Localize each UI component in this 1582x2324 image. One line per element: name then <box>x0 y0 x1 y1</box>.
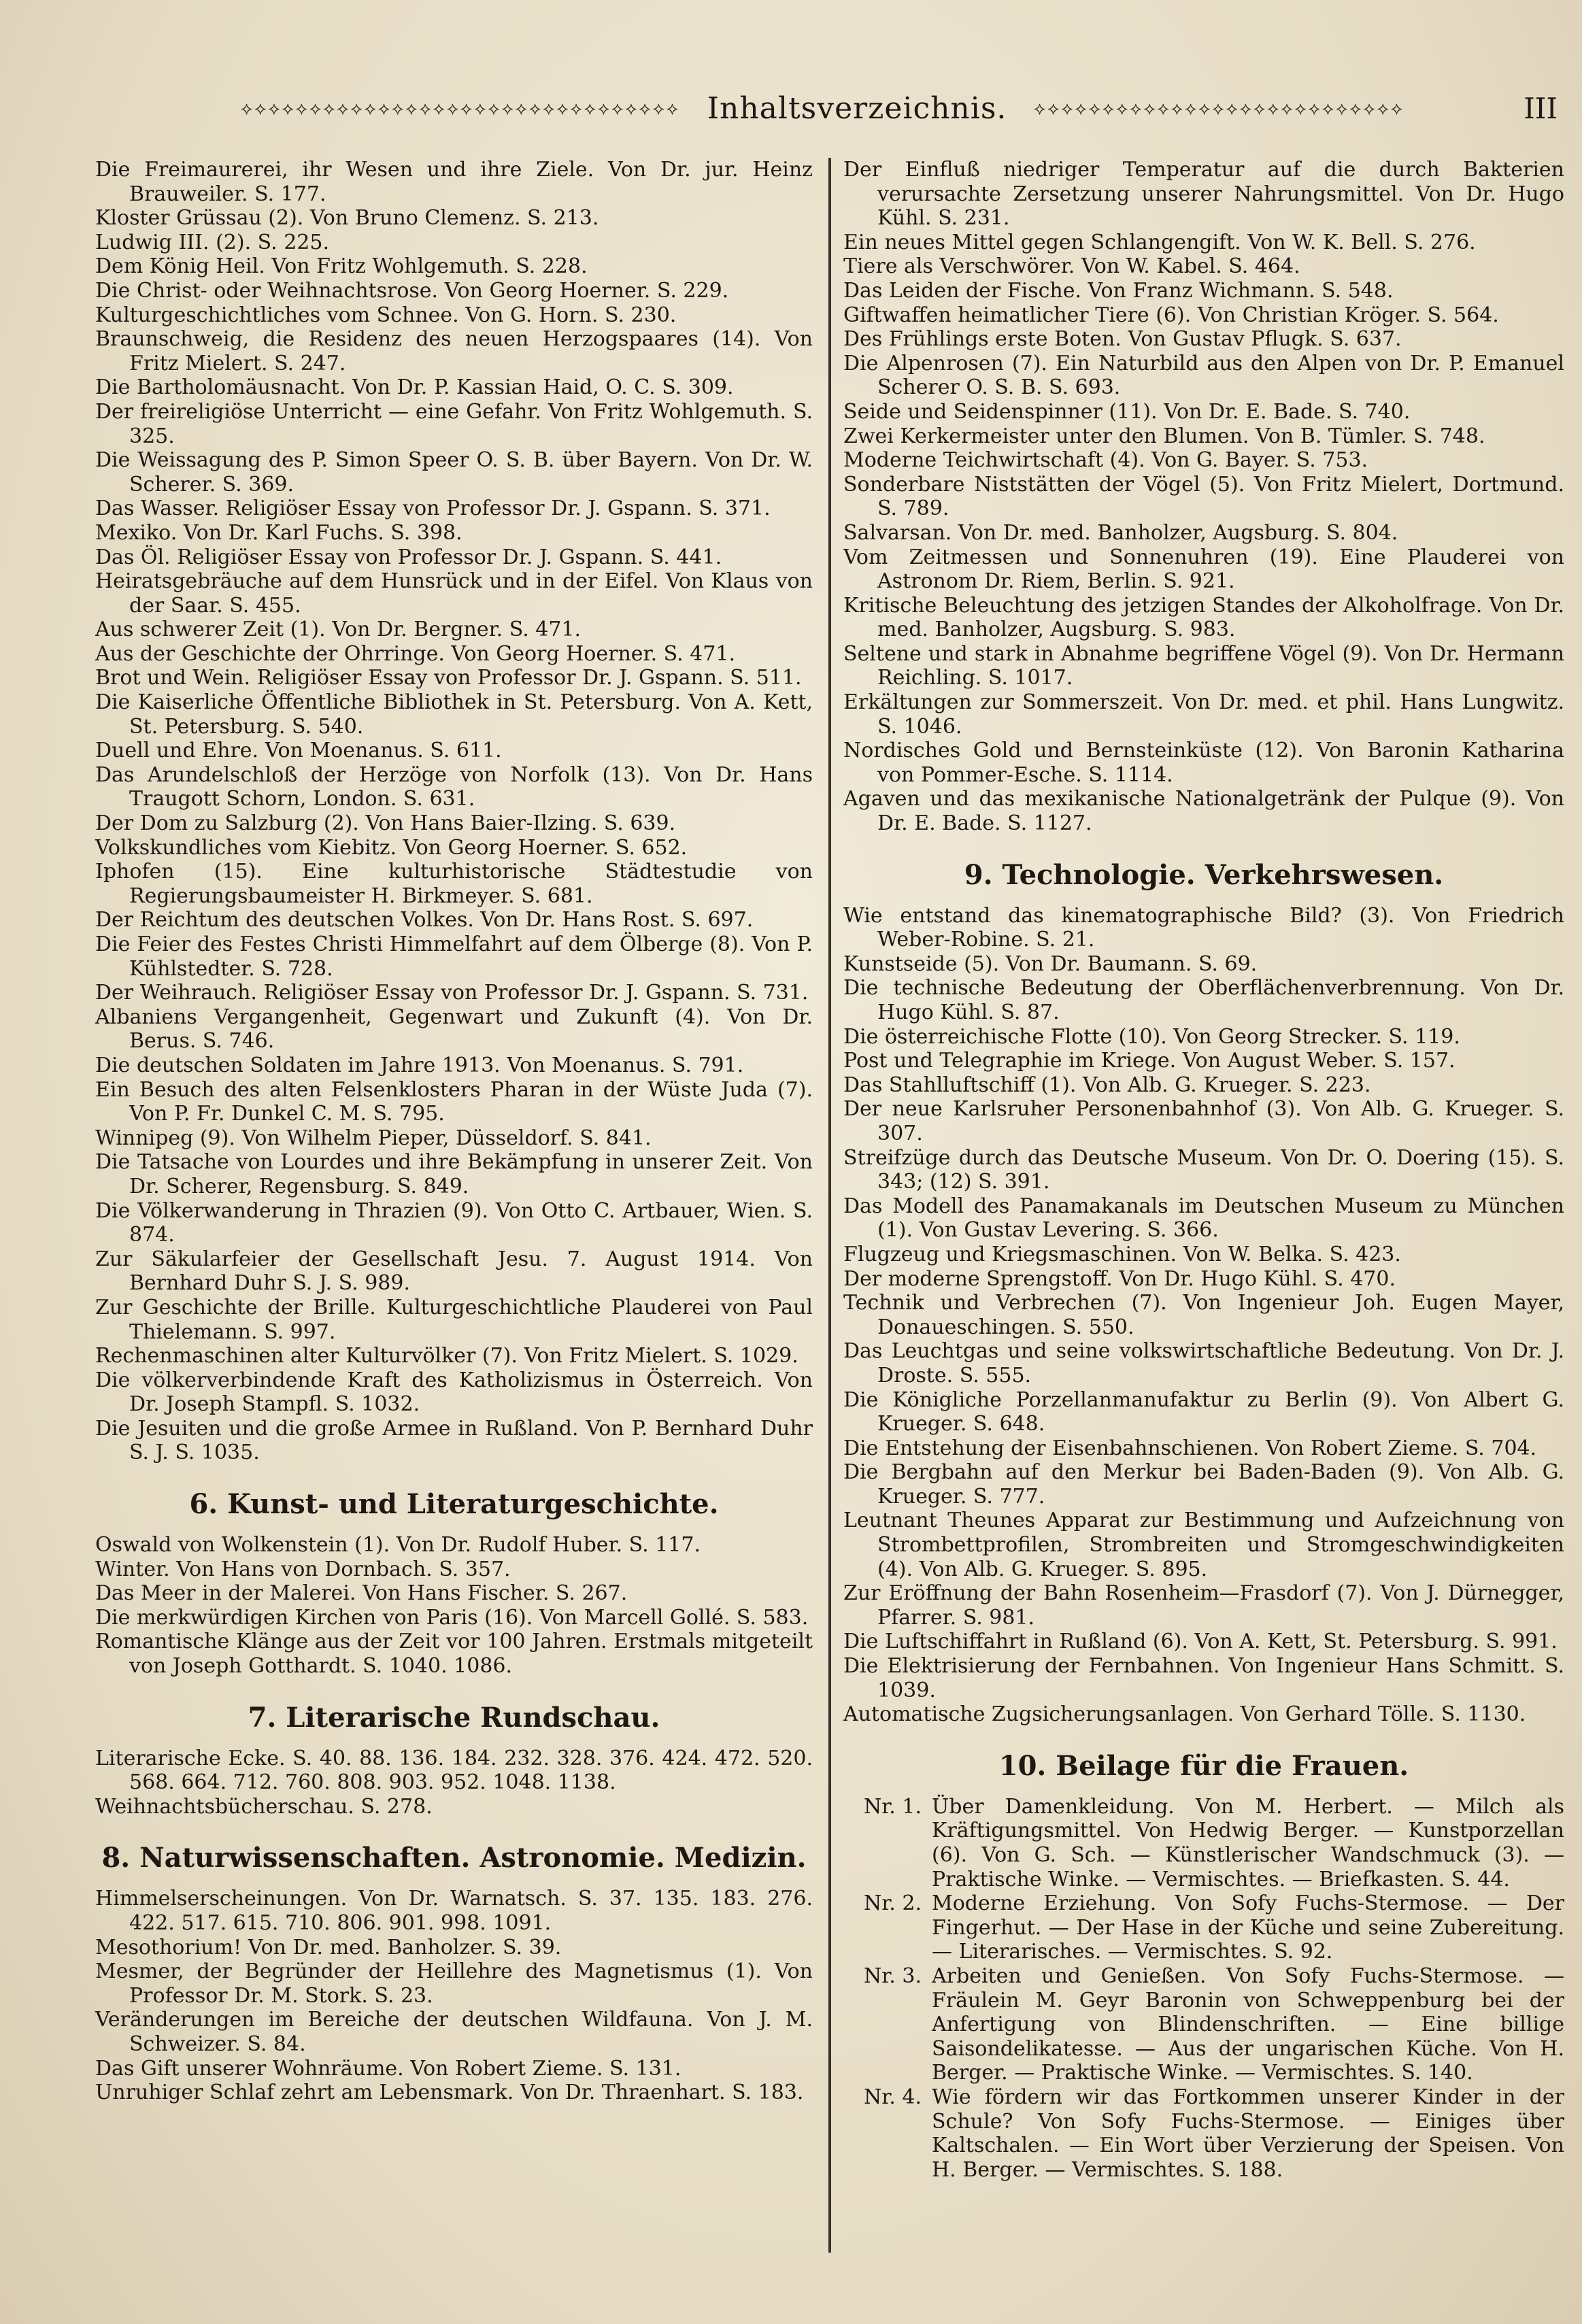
toc-entry: Der freireligiöse Unterricht — eine Gefahr. Von Fritz Wohlgemuth. S. 325. <box>95 399 813 448</box>
toc-entry: Das Modell des Panamakanals im Deutschen Museum zu München (1). Von Gustav Levering. S. 366. <box>843 1194 1564 1243</box>
toc-entry: Die Tatsache von Lourdes und ihre Bekämpfung in unserer Zeit. Von Dr. Scherer, Regensburg. S. 849. <box>95 1150 813 1198</box>
toc-entry: Die Königliche Porzellanmanufaktur zu Berlin (9). Von Albert G. Krueger. S. 648. <box>843 1387 1564 1436</box>
toc-entry: Das Arundelschloß der Herzöge von Norfolk (13). Von Dr. Hans Traugott Schorn, London. S. 631. <box>95 762 813 811</box>
toc-entry: Literarische Ecke. S. 40. 88. 136. 184. 232. 328. 376. 424. 472. 520. 568. 664. 712. 760. 808. 903. 952. 1048. 1138. <box>95 1746 813 1795</box>
toc-entry: Das Gift unserer Wohnräume. Von Robert Zieme. S. 131. <box>95 2056 681 2081</box>
toc-entry: Die technische Bedeutung der Oberflächenverbrennung. Von Dr. Hugo Kühl. S. 87. <box>843 976 1564 1024</box>
toc-entry: Moderne Teichwirtschaft (4). Von G. Bayer. S. 753. <box>843 448 1368 473</box>
supplement-entry <box>843 1891 1564 1964</box>
toc-entry: Unruhiger Schlaf zehrt am Lebensmark. Von Dr. Thraenhart. S. 183. <box>95 2081 804 2105</box>
supplement-contents: Moderne Erziehung. Von Sofy Fuchs-Stermose. — Der Fingerhut. — Der Hase in der Küche und seine Zubereitung. — Literarisches. — Vermischtes. S. 92. <box>932 1891 1564 1964</box>
toc-entry: Winter. Von Hans von Dornbach. S. 357. <box>95 1557 511 1581</box>
entry-list-section-7 <box>95 1747 813 1819</box>
toc-entry: Kloster Grüssau (2). Von Bruno Clemenz. S. 213. <box>95 206 599 231</box>
issue-number: Nr. 4. <box>864 2085 922 2109</box>
page-heading: Inhaltsverzeichnis. <box>707 91 1007 126</box>
toc-entry: Kritische Beleuchtung des jetzigen Standes der Alkoholfrage. Von Dr. med. Banholzer, Augsburg. S. 983. <box>843 593 1564 642</box>
toc-entry: Die Kaiserliche Öffentliche Bibliothek in St. Petersburg. Von A. Kett, St. Petersburg. S. 540. <box>95 690 813 739</box>
ornament-left: ⟡⟡⟡⟡⟡⟡⟡⟡⟡⟡⟡⟡⟡⟡⟡⟡⟡⟡⟡⟡⟡⟡⟡⟡⟡⟡⟡⟡⟡⟡⟡⟡ <box>241 99 680 119</box>
left-column <box>95 158 813 2105</box>
supplement-contents: Wie fördern wir das Fortkommen unserer Kinder in der Schule? Von Sofy Fuchs-Stermose. — Einiges über Kaltschalen. — Ein Wort über Verzierung der Speisen. Von H. Berger. — Vermischtes. S. 188. <box>932 2085 1564 2182</box>
ornament-right: ⟡⟡⟡⟡⟡⟡⟡⟡⟡⟡⟡⟡⟡⟡⟡⟡⟡⟡⟡⟡⟡⟡⟡⟡⟡⟡⟡ <box>1034 99 1405 119</box>
toc-entry: Zwei Kerkermeister unter den Blumen. Von B. Tümler. S. 748. <box>843 424 1485 448</box>
toc-entry: Die Völkerwanderung in Thrazien (9). Von Otto C. Artbauer, Wien. S. 874. <box>95 1198 813 1247</box>
toc-entry: Zur Säkularfeier der Gesellschaft Jesu. 7. August 1914. Von Bernhard Duhr S. J. S. 989. <box>95 1247 813 1296</box>
supplement-entry <box>843 1795 1564 1891</box>
toc-entry: Die Weissagung des P. Simon Speer O. S. B. über Bayern. Von Dr. W. Scherer. S. 369. <box>95 448 813 496</box>
entry-list-section-6 <box>95 1533 813 1679</box>
supplement-entry <box>843 1964 1564 2085</box>
toc-entry: Heiratsgebräuche auf dem Hunsrück und in der Eifel. Von Klaus von der Saar. S. 455. <box>95 569 813 618</box>
toc-entry: Rechenmaschinen alter Kulturvölker (7). Von Fritz Mielert. S. 1029. <box>95 1344 798 1368</box>
entry-list-section-10 <box>843 1795 1564 2183</box>
toc-entry: Kulturgeschichtliches vom Schnee. Von G. Horn. S. 230. <box>95 303 677 327</box>
toc-entry: Aus schwerer Zeit (1). Von Dr. Bergner. S. 471. <box>95 618 582 642</box>
supplement-entry <box>843 2085 1564 2182</box>
toc-entry: Braunschweig, die Residenz des neuen Herzogspaares (14). Von Fritz Mielert. S. 247. <box>95 327 813 375</box>
toc-entry: Das Stahlluftschiff (1). Von Alb. G. Krueger. S. 223. <box>843 1073 1371 1097</box>
supplement-contents: Über Damenkleidung. Von M. Herbert. — Milch als Kräftigungsmittel. Von Hedwig Berger. — Kunstporzellan (6). Von G. Sch. — Künstlerischer Wandschmuck (3). — Praktische Winke. — Vermischtes. — Briefkasten. S. 44. <box>932 1794 1564 1891</box>
section-title-10: 10. Beilage für die Frauen. <box>998 1749 1409 1782</box>
toc-entry: Brot und Wein. Religiöser Essay von Professor Dr. J. Gspann. S. 511. <box>95 666 802 690</box>
entry-list-top-left <box>95 158 813 1465</box>
toc-entry: Erkältungen zur Sommerszeit. Von Dr. med. et phil. Hans Lungwitz. S. 1046. <box>843 690 1564 739</box>
entry-list-section-8 <box>95 1887 813 2104</box>
toc-entry: Dem König Heil. Von Fritz Wohlgemuth. S. 228. <box>95 254 588 279</box>
toc-entry: Der moderne Sprengstoff. Von Dr. Hugo Kühl. S. 470. <box>843 1266 1396 1291</box>
toc-entry: Agaven und das mexikanische Nationalgetränk der Pulque (9). Von Dr. E. Bade. S. 1127. <box>843 787 1564 836</box>
toc-entry: Weihnachtsbücherschau. S. 278. <box>95 1794 433 1819</box>
toc-entry: Kunstseide (5). Von Dr. Baumann. S. 69. <box>843 952 1258 976</box>
section-title-7: 7. Literarische Rundschau. <box>248 1701 660 1734</box>
toc-entry: Tiere als Verschwörer. Von W. Kabel. S. 464. <box>843 254 1300 279</box>
toc-entry: Der Reichtum des deutschen Volkes. Von Dr. Hans Rost. S. 697. <box>95 908 754 932</box>
toc-entry: Das Leuchtgas und seine volkswirtschaftliche Bedeutung. Von Dr. J. Droste. S. 555. <box>843 1339 1564 1387</box>
toc-entry: Mesothorium! Von Dr. med. Banholzer. S. 39. <box>95 1935 562 1959</box>
toc-entry: Seide und Seidenspinner (11). Von Dr. E. Bade. S. 740. <box>843 399 1411 424</box>
issue-number: Nr. 2. <box>864 1891 922 1916</box>
toc-entry: Giftwaffen heimatlicher Tiere (6). Von Christian Kröger. S. 564. <box>843 303 1499 327</box>
toc-entry: Die Bergbahn auf den Merkur bei Baden-Baden (9). Von Alb. G. Krueger. S. 777. <box>843 1460 1564 1509</box>
toc-entry: Die Entstehung der Eisenbahnschienen. Von Robert Zieme. S. 704. <box>843 1436 1537 1460</box>
section-title-6: 6. Kunst- und Literaturgeschichte. <box>189 1488 719 1521</box>
toc-entry: Des Frühlings erste Boten. Von Gustav Pflugk. S. 637. <box>843 327 1402 352</box>
toc-entry: Das Öl. Religiöser Essay von Professor Dr. J. Gspann. S. 441. <box>95 545 722 569</box>
toc-entry: Ein Besuch des alten Felsenklosters Pharan in der Wüste Juda (7). Von P. Fr. Dunkel C. M. S. 795. <box>95 1077 813 1126</box>
right-column <box>843 158 1564 2182</box>
entry-list-top-right <box>843 158 1564 836</box>
toc-entry: Iphofen (15). Eine kulturhistorische Städtestudie von Regierungsbaumeister H. Birkmeyer. S. 681. <box>95 860 813 908</box>
toc-entry: Aus der Geschichte der Ohrringe. Von Georg Hoerner. S. 471. <box>95 641 735 666</box>
toc-entry: Die Christ- oder Weihnachtsrose. Von Georg Hoerner. S. 229. <box>95 278 729 303</box>
toc-entry: Die deutschen Soldaten im Jahre 1913. Von Moenanus. S. 791. <box>95 1053 744 1077</box>
supplement-contents: Arbeiten und Genießen. Von Sofy Fuchs-Stermose. — Fräulein M. Geyr Baronin von Schweppenburg bei der Anfertigung von Blindenschriften. — Eine billige Saisondelikatesse. — Aus der ungarischen Küche. Von H. Berger. — Praktische Winke. — Vermischtes. S. 140. <box>932 1964 1564 2085</box>
toc-entry: Ein neues Mittel gegen Schlangengift. Von W. K. Bell. S. 276. <box>843 230 1476 254</box>
toc-entry: Der Weihrauch. Religiöser Essay von Professor Dr. J. Gspann. S. 731. <box>95 981 809 1005</box>
toc-entry: Zur Eröffnung der Bahn Rosenheim—Frasdorf (7). Von J. Dürnegger, Pfarrer. S. 981. <box>843 1581 1564 1630</box>
toc-entry: Die Bartholomäusnacht. Von Dr. P. Kassian Haid, O. C. S. 309. <box>95 375 734 400</box>
toc-entry: Volkskundliches vom Kiebitz. Von Georg Hoerner. S. 652. <box>95 835 688 860</box>
toc-entry: Der neue Karlsruher Personenbahnhof (3). Von Alb. G. Krueger. S. 307. <box>843 1097 1564 1145</box>
toc-entry: Himmelserscheinungen. Von Dr. Warnatsch. S. 37. 135. 183. 276. 422. 517. 615. 710. 806. 901. 998. 1091. <box>95 1887 813 1935</box>
toc-entry: Die Elektrisierung der Fernbahnen. Von Ingenieur Hans Schmitt. S. 1039. <box>843 1654 1564 1702</box>
toc-entry: Das Leiden der Fische. Von Franz Wichmann. S. 548. <box>843 278 1394 303</box>
column-divider <box>828 158 831 2253</box>
toc-entry: Veränderungen im Bereiche der deutschen Wildfauna. Von J. M. Schweizer. S. 84. <box>95 2008 813 2056</box>
toc-entry: Duell und Ehre. Von Moenanus. S. 611. <box>95 739 502 763</box>
toc-entry: Mesmer, der Begründer der Heillehre des Magnetismus (1). Von Professor Dr. M. Stork. S. 23. <box>95 1959 813 2008</box>
toc-entry: Mexiko. Von Dr. Karl Fuchs. S. 398. <box>95 520 462 545</box>
toc-entry: Oswald von Wolkenstein (1). Von Dr. Rudolf Huber. S. 117. <box>95 1533 701 1557</box>
toc-entry: Ludwig III. (2). S. 225. <box>95 230 330 254</box>
issue-number: Nr. 1. <box>864 1794 922 1819</box>
toc-entry: Sonderbare Niststätten der Vögel (5). Von Fritz Mielert, Dortmund. S. 789. <box>843 472 1564 521</box>
toc-entry: Das Wasser. Religiöser Essay von Professor Dr. J. Gspann. S. 371. <box>95 496 771 521</box>
toc-entry: Der Einfluß niedriger Temperatur auf die durch Bakterien verursachte Zersetzung unserer Nahrungsmittel. Von Dr. Hugo Kühl. S. 231. <box>843 158 1564 231</box>
issue-number: Nr. 3. <box>864 1964 922 1988</box>
toc-entry: Die merkwürdigen Kirchen von Paris (16). Von Marcell Gollé. S. 583. <box>95 1605 809 1630</box>
toc-entry: Technik und Verbrechen (7). Von Ingenieur Joh. Eugen Mayer, Donaueschingen. S. 550. <box>843 1291 1564 1339</box>
section-title-9: 9. Technologie. Verkehrswesen. <box>964 858 1444 891</box>
toc-entry: Seltene und stark in Abnahme begriffene Vögel (9). Von Dr. Hermann Reichling. S. 1017. <box>843 641 1564 690</box>
toc-entry: Post und Telegraphie im Kriege. Von August Weber. S. 157. <box>843 1049 1455 1073</box>
toc-entry: Vom Zeitmessen und Sonnenuhren (19). Eine Plauderei von Astronom Dr. Riem, Berlin. S. 921. <box>843 545 1564 594</box>
toc-entry: Die Jesuiten und die große Armee in Rußland. Von P. Bernhard Duhr S. J. S. 1035. <box>95 1416 813 1465</box>
toc-entry: Automatische Zugsicherungsanlagen. Von Gerhard Tölle. S. 1130. <box>843 1702 1526 1727</box>
toc-entry: Romantische Klänge aus der Zeit vor 100 Jahren. Erstmals mitgeteilt von Joseph Gotthardt. S. 1040. 1086. <box>95 1630 813 1679</box>
page-number: III <box>1524 92 1558 125</box>
toc-entry: Der Dom zu Salzburg (2). Von Hans Baier-Ilzing. S. 639. <box>95 811 676 836</box>
toc-entry: Flugzeug und Kriegsmaschinen. Von W. Belka. S. 423. <box>843 1242 1401 1266</box>
page-header <box>88 88 1558 129</box>
section-title-8: 8. Naturwissenschaften. Astronomie. Medizin. <box>101 1842 807 1874</box>
toc-entry: Leutnant Theunes Apparat zur Bestimmung und Aufzeichnung von Strombettprofilen, Strombreiten und Stromgeschwindigkeiten (4). Von Alb. G. Krueger. S. 895. <box>843 1509 1564 1581</box>
toc-entry: Streifzüge durch das Deutsche Museum. Von Dr. O. Doering (15). S. 343; (12) S. 391. <box>843 1145 1564 1194</box>
toc-entry: Albaniens Vergangenheit, Gegenwart und Zukunft (4). Von Dr. Berus. S. 746. <box>95 1005 813 1054</box>
toc-entry: Nordisches Gold und Bernsteinküste (12). Von Baronin Katharina von Pommer-Esche. S. 1114. <box>843 739 1564 787</box>
toc-entry: Die österreichische Flotte (10). Von Georg Strecker. S. 119. <box>843 1024 1460 1049</box>
toc-entry: Die Feier des Festes Christi Himmelfahrt auf dem Ölberge (8). Von P. Kühlstedter. S. 728. <box>95 932 813 981</box>
toc-entry: Salvarsan. Von Dr. med. Banholzer, Augsburg. S. 804. <box>843 520 1398 545</box>
toc-entry: Wie entstand das kinematographische Bild? (3). Von Friedrich Weber-Robine. S. 21. <box>843 903 1564 952</box>
toc-entry: Die völkerverbindende Kraft des Katholizismus in Österreich. Von Dr. Joseph Stampfl. S. 1032. <box>95 1368 813 1417</box>
toc-entry: Zur Geschichte der Brille. Kulturgeschichtliche Plauderei von Paul Thielemann. S. 997. <box>95 1295 813 1344</box>
toc-entry: Die Luftschiffahrt in Rußland (6). Von A. Kett, St. Petersburg. S. 991. <box>843 1630 1558 1654</box>
toc-entry: Die Freimaurerei, ihr Wesen und ihre Ziele. Von Dr. jur. Heinz Brauweiler. S. 177. <box>95 158 813 206</box>
toc-entry: Die Alpenrosen (7). Ein Naturbild aus den Alpen von Dr. P. Emanuel Scherer O. S. B. S. 693. <box>843 351 1564 400</box>
toc-entry: Winnipeg (9). Von Wilhelm Pieper, Düsseldorf. S. 841. <box>95 1126 652 1150</box>
entry-list-section-9 <box>843 904 1564 1727</box>
toc-entry: Das Meer in der Malerei. Von Hans Fischer. S. 267. <box>95 1581 628 1606</box>
